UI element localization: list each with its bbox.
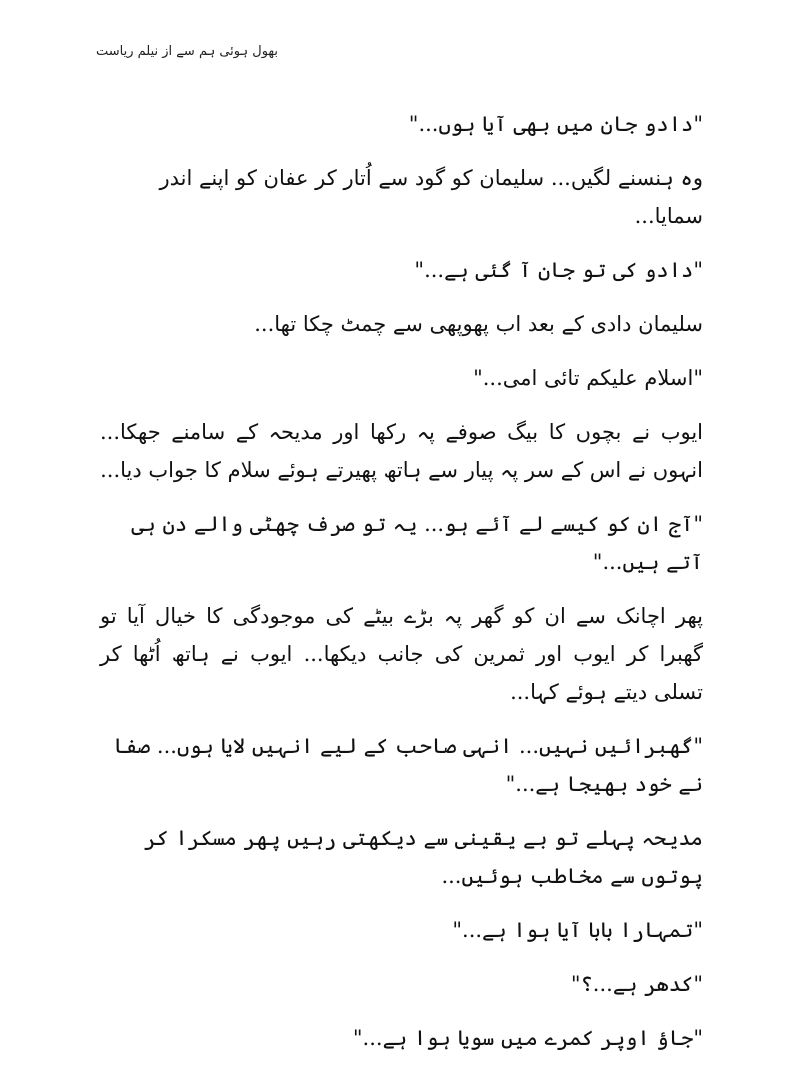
- paragraph-7: "آج ان کو کیسے لے آئے ہو... یہ تو صرف چھٹی والے دن ہی آتے ہیں...": [131, 512, 703, 574]
- paragraph-9: "گھبرائیں نہیں... انہی صاحب کے لیے انہیں لایا ہوں... صفا نے خود بھیجا ہے...": [113, 734, 703, 796]
- story-body: [100, 105, 703, 1073]
- paragraph-3: "دادو کی تو جان آ گئی ہے...": [414, 258, 703, 282]
- book-title-header: بھول ہوئی ہم سے از نیلم ریاست: [96, 44, 279, 59]
- paragraph-12: "کدھر ہے...؟": [570, 972, 703, 996]
- paragraph-4: سلیمان دادی کے بعد اب پھوپھی سے چمٹ چکا تھا...: [254, 312, 703, 336]
- paragraph-6: ایوب نے بچوں کا بیگ صوفے پہ رکھا اور مدیحہ کے سامنے جھکا... انہوں نے اس کے سر پہ پیار سے ہاتھ پھیرتے ہوئے سلام کا جواب دیا...: [100, 420, 703, 482]
- paragraph-2: وہ ہنسنے لگیں... سلیمان کو گود سے اُتار کر عفان کو اپنے اندر سمایا...: [159, 166, 703, 228]
- paragraph-5: "اسلام علیکم تائی امی...": [473, 366, 703, 390]
- paragraph-1: "دادو جان میں بھی آیا ہوں...": [408, 112, 703, 136]
- paragraph-11: "تمہارا بابا آیا ہوا ہے...": [452, 918, 703, 942]
- paragraph-10: مدیحہ پہلے تو بے یقینی سے دیکھتی رہیں پھر مسکرا کر پوتوں سے مخاطب ہوئیں...: [144, 826, 703, 888]
- paragraph-13: "جاؤ اوپر کمرے میں سویا ہوا ہے...": [352, 1026, 703, 1050]
- paragraph-8: پھر اچانک سے ان کو گھر پہ بڑے بیٹے کی موجودگی کا خیال آیا تو گھبرا کر ایوب اور ثمرین کی جانب دیکھا... ایوب نے ہاتھ اُٹھا کر تسلی دیتے ہوئے کہا...: [100, 604, 703, 704]
